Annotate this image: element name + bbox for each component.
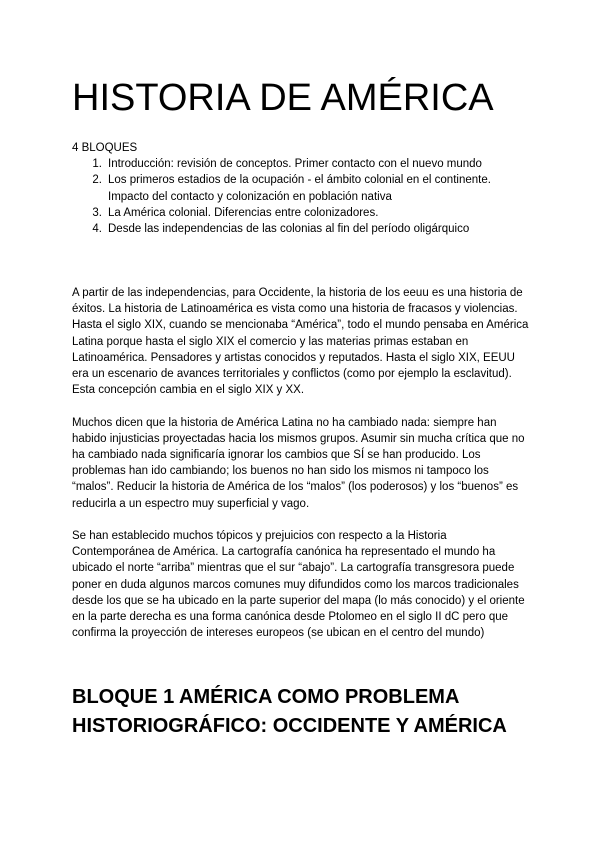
paragraph-3: Se han establecido muchos tópicos y prejuicios con respecto a la Historia Contemporánea de América. La cartografía canónica ha representado el mundo ha ubicado el norte “arriba” mientras que el sur “abajo”. La cartografía transgresora puede poner en duda algunos marcos comunes muy difundidos como los marcos tradicionales desde los que se ha ubicado en la parte superior del mapa (lo más conocido) y el oriente en la parte derecha es una forma canónica desde Ptolomeo en el siglo II dC pero que confirma la proyección de intereses europeos (se ubican en el centro del mundo) xyxy=(72,530,525,640)
document-title: HISTORIA DE AMÉRICA xyxy=(72,77,494,119)
paragraph-1: A partir de las independencias, para Occidente, la historia de los eeuu es una historia de éxitos. La historia de Latinoamérica es vista como una historia de fracasos y violencias. Hasta el siglo XIX, cuando se mencionaba “América”, todo el mundo pensaba en América Latina porque hasta el siglo XIX el comercio y las materias primas estaban en Latinoamérica. Pensadores y artistas conocidos y reputados. Hasta el siglo XIX, EEUU era un escenario de avances territoriales y conflictos (como por ejemplo la esclavitud). Esta concepción cambia en el siglo XIX y XX. xyxy=(72,287,529,397)
bloques-section xyxy=(72,140,528,237)
bloque-number: 2. xyxy=(92,174,102,187)
bloque-item-3 xyxy=(72,205,528,221)
bloque-number: 3. xyxy=(92,206,102,219)
bloque-item-1 xyxy=(72,156,528,172)
bloque-number: 4. xyxy=(92,223,102,236)
bloques-label: 4 BLOQUES xyxy=(72,142,138,154)
bloque-item-4 xyxy=(72,221,528,237)
bloque-text: Desde las independencias de las colonias al fin del período oligárquico xyxy=(108,223,470,236)
paragraph-2: Muchos dicen que la historia de América Latina no ha cambiado nada: siempre han habido injusticias proyectadas hacia los mismos grupos. Asumir sin mucha crítica que no ha cambiado nada significaría ignorar los cambios que SÍ se han producido. Los problemas han ido cambiando; los buenos no han sido los mismos ni tampoco los “malos”. Reducir la historia de América de los “malos” (los poderosos) y los “buenos” es reducirla a un espectro muy superficial y vago. xyxy=(72,416,525,510)
bloque-text: La América colonial. Diferencias entre colonizadores. xyxy=(108,206,379,219)
bloque-text: Los primeros estadios de la ocupación - el ámbito colonial en el continente. Impacto del contacto y colonización en población nativa xyxy=(108,174,491,203)
section-heading: BLOQUE 1 AMÉRICA COMO PROBLEMA HISTORIOGRÁFICO: OCCIDENTE Y AMÉRICA xyxy=(72,686,507,737)
bloque-number: 1. xyxy=(92,158,102,171)
bloque-item-2 xyxy=(72,172,528,204)
bloques-list xyxy=(72,156,528,237)
bloque-text: Introducción: revisión de conceptos. Primer contacto con el nuevo mundo xyxy=(108,158,482,171)
body-text xyxy=(72,285,530,658)
